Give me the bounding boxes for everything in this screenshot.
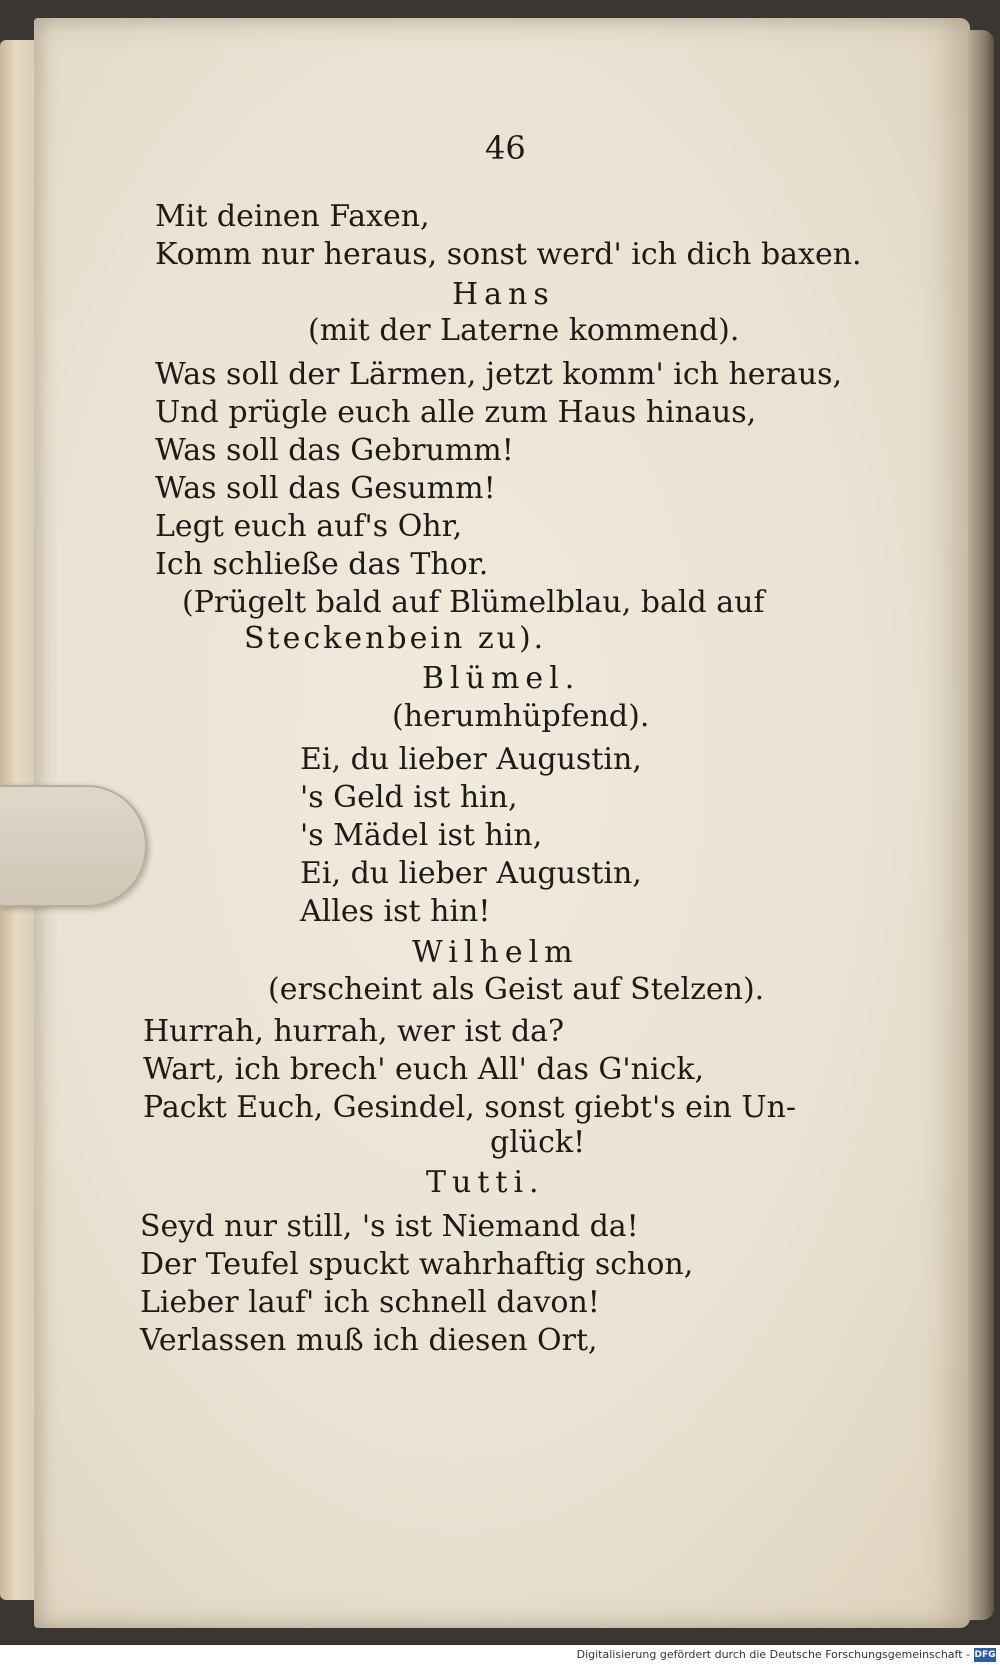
- stage-direction: (mit der Laterne kommend).: [308, 313, 740, 348]
- text-line: Packt Euch, Gesindel, sonst giebt's ein Un-: [143, 1090, 797, 1125]
- speaker-name: Wilhelm: [412, 935, 579, 970]
- page-number: 46: [485, 129, 526, 167]
- stage-direction: (Prügelt bald auf Blümelblau, bald auf: [182, 585, 765, 620]
- digitization-footer: [0, 1645, 1000, 1665]
- text-line: Hurrah, hurrah, wer ist da?: [143, 1014, 565, 1049]
- text-line: Ei, du lieber Augustin,: [300, 856, 642, 891]
- text-line: Komm nur heraus, sonst werd' ich dich baxen.: [155, 237, 862, 272]
- stage-direction: Steckenbein zu).: [244, 621, 547, 656]
- funding-credit: Digitalisierung gefördert durch die Deutsche Forschungsgemeinschaft -: [576, 1648, 970, 1661]
- text-line: glück!: [490, 1125, 586, 1160]
- text-line: Wart, ich brech' euch All' das G'nick,: [143, 1052, 705, 1087]
- dfg-logo: DFG: [974, 1650, 996, 1660]
- text-line: Ei, du lieber Augustin,: [300, 742, 642, 777]
- text-line: Verlassen muß ich diesen Ort,: [140, 1323, 598, 1358]
- text-line: Lieber lauf' ich schnell davon!: [140, 1285, 600, 1320]
- stage-direction: (herumhüpfend).: [392, 699, 650, 734]
- stage-direction: (erscheint als Geist auf Stelzen).: [268, 972, 765, 1007]
- text-line: Was soll das Gebrumm!: [155, 433, 514, 468]
- text-line: 's Mädel ist hin,: [300, 818, 543, 853]
- text-line: Was soll das Gesumm!: [155, 471, 496, 506]
- text-line: Der Teufel spuckt wahrhaftig schon,: [140, 1247, 694, 1282]
- text-line: Seyd nur still, 's ist Niemand da!: [140, 1209, 639, 1244]
- text-line: Was soll der Lärmen, jetzt komm' ich heraus,: [155, 357, 843, 392]
- text-line: Alles ist hin!: [300, 894, 491, 929]
- speaker-name: Blümel.: [422, 661, 581, 696]
- text-line: Und prügle euch alle zum Haus hinaus,: [155, 395, 757, 430]
- text-line: Mit deinen Faxen,: [155, 199, 430, 234]
- speaker-name: Hans: [452, 277, 555, 312]
- text-line: Ich schließe das Thor.: [155, 547, 489, 582]
- text-line: Legt euch auf's Ohr,: [155, 509, 463, 544]
- speaker-name: Tutti.: [426, 1165, 545, 1200]
- text-line: 's Geld ist hin,: [300, 780, 518, 815]
